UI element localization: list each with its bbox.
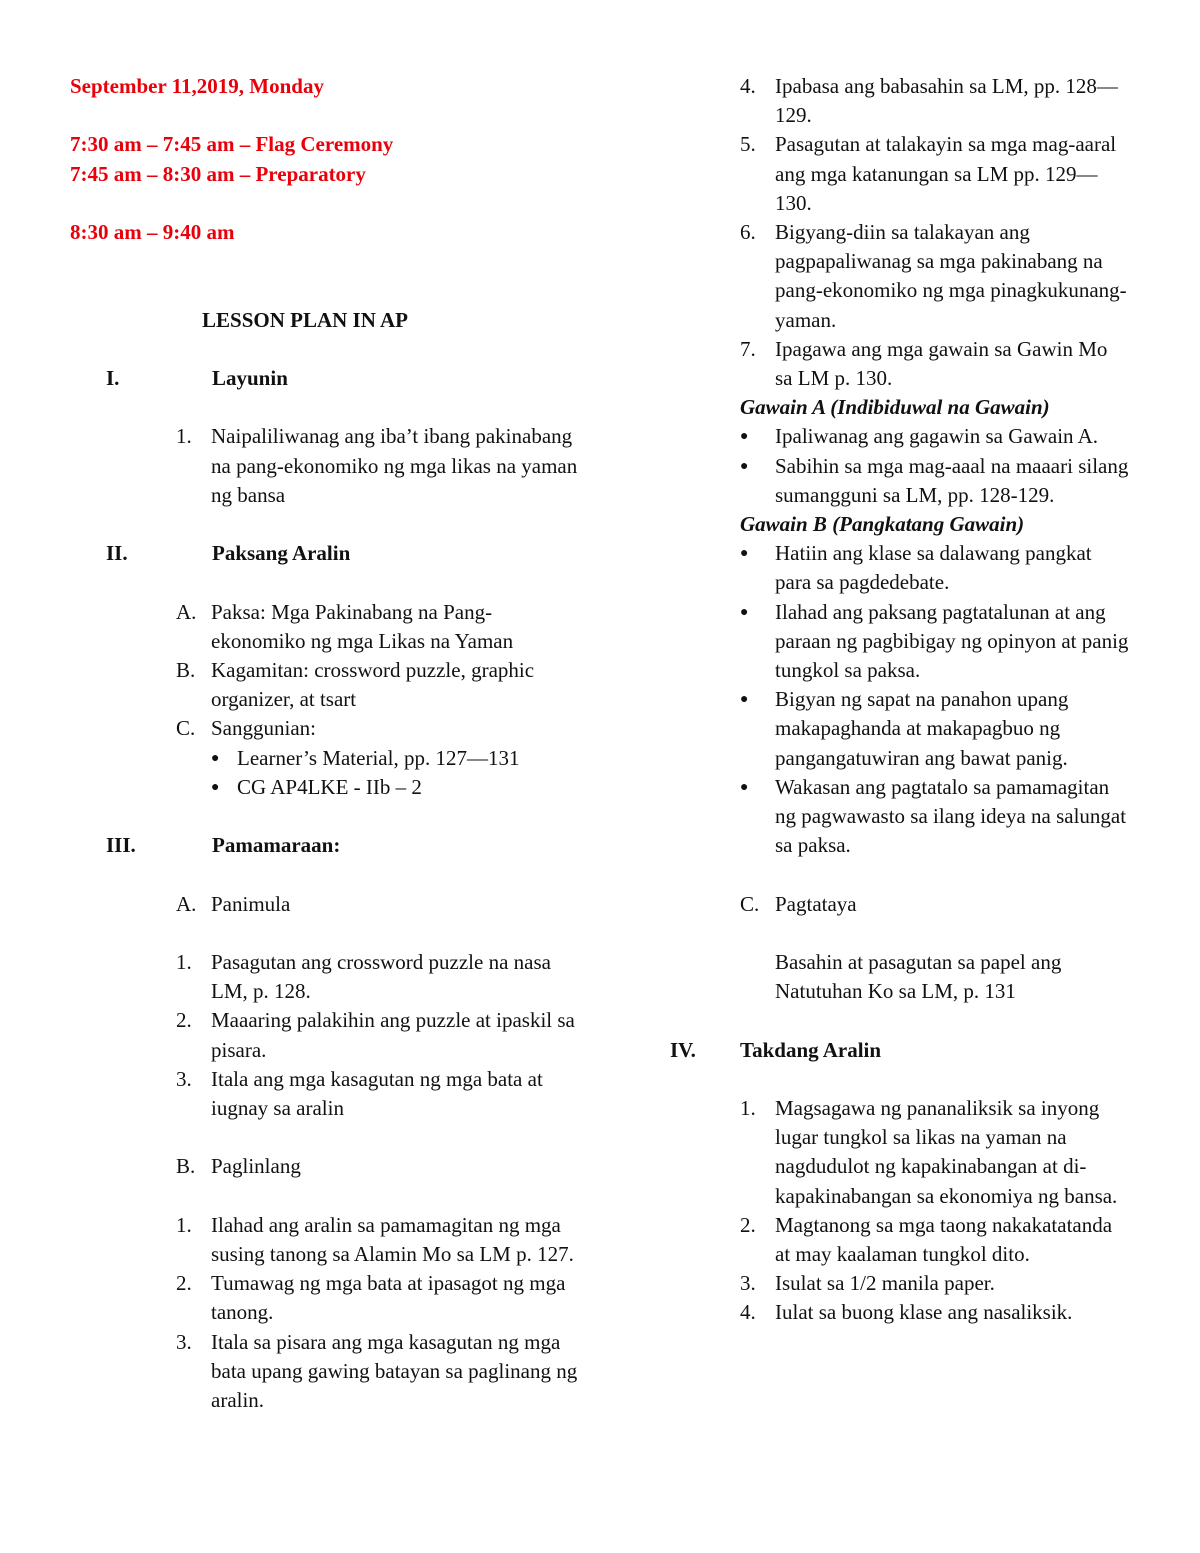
bullet-icon: ● (740, 546, 749, 562)
list-item: A. Paksa: Mga Pakinabang na Pang-ekonomiko ng mga Likas na Yaman (176, 599, 514, 653)
subsection-paglinlang: B. Paglinlang (176, 1154, 301, 1179)
bullet-item: ● CG AP4LKE - IIb – 2 (70, 773, 590, 802)
bullet-icon: ● (211, 750, 220, 766)
lesson-plan-title: LESSON PLAN IN AP (202, 307, 408, 332)
list-item: 7. Ipagawa ang mga gawain sa Gawin Mo sa LM p. 130. (740, 336, 1108, 391)
list-item: 4. Ipabasa ang babasahin sa LM, pp. 128—129. (740, 74, 1118, 128)
gawain-a-heading: Gawain A (Indibiduwal na Gawain) (740, 395, 1050, 420)
bullet-icon: ● (740, 604, 749, 620)
bullet-item: ● Wakasan ang pagtatalo sa pamamagitan ng pagwawasto sa ilang ideya na salungat sa paksa. (740, 773, 1140, 861)
date-line: September 11,2019, Monday (70, 74, 324, 98)
list-item: B. Kagamitan: crossword puzzle, graphic organizer, at tsart (176, 657, 535, 712)
list-item: 4. Iulat sa buong klase ang nasaliksik. (740, 1300, 1073, 1325)
bullet-item: ● Ipaliwanag ang gagawin sa Gawain A. (740, 422, 1140, 451)
section-heading-layunin: I. Layunin (106, 365, 288, 390)
schedule-flag-ceremony: 7:30 am – 7:45 am – Flag Ceremony (70, 132, 394, 157)
list-item: 1. Naipaliliwanag ang iba’t ibang pakinabang na pang-ekonomiko ng mga likas na yaman ng bansa (176, 424, 578, 507)
list-item: 2. Maaaring palakihin ang puzzle at ipaskil sa pisara. (176, 1008, 575, 1062)
bullet-icon: ● (740, 429, 749, 445)
list-item: 3. Itala sa pisara ang mga kasagutan ng mga bata upang gawing batayan sa paglinang ng aralin. (176, 1329, 578, 1412)
schedule-lesson-time: 8:30 am – 9:40 am (70, 219, 235, 244)
pagtataya-text: Basahin at pasagutan sa papel ang Natutuhan Ko sa LM, p. 131 (775, 950, 1062, 1004)
bullet-item: ● Sabihin sa mga mag-aaal na maaari silang sumangguni sa LM, pp. 128-129. (740, 452, 1140, 510)
bullet-icon: ● (740, 692, 749, 708)
section-heading-pamamaraan: III. Pamamaraan: (106, 833, 341, 858)
list-item: 6. Bigyang-diin sa talakayan ang pagpapaliwanag sa mga pakinabang na pang-ekonomiko ng mga pinagkukunang-yaman. (740, 220, 1127, 332)
list-item: 1. Ilahad ang aralin sa pamamagitan ng mga susing tanong sa Alamin Mo sa LM p. 127. (176, 1212, 574, 1266)
right-column (670, 72, 1140, 1328)
bullet-item: ● Bigyan ng sapat na panahon upang makapaghanda at makapagbuo ng pangangatuwiran ang bawat panig. (740, 685, 1140, 773)
section-heading-takdang-aralin: IV. Takdang Aralin (670, 1037, 882, 1062)
bullet-item: ● Hatiin ang klase sa dalawang pangkat para sa pagdedebate. (740, 539, 1140, 597)
list-item: 2. Tumawag ng mga bata at ipasagot ng mga tanong. (176, 1271, 566, 1325)
bullet-icon: ● (740, 779, 749, 795)
list-item: C. Sanggunian: (176, 716, 316, 741)
gawain-b-heading: Gawain B (Pangkatang Gawain) (740, 512, 1025, 537)
section-heading-paksang-aralin: II. Paksang Aralin (106, 541, 351, 566)
subsection-pagtataya: C. Pagtataya (740, 891, 857, 916)
left-column (70, 72, 590, 1415)
list-item: 2. Magtanong sa mga taong nakakatatanda at may kaalaman tungkol dito. (740, 1212, 1113, 1267)
bullet-item: ● Ilahad ang paksang pagtatalunan at ang paraan ng pagbibigay ng opinyon at panig tungkol sa paksa. (740, 598, 1140, 686)
bullet-icon: ● (740, 458, 749, 474)
bullet-item: ● Learner’s Material, pp. 127—131 (70, 744, 590, 773)
list-item: 3. Isulat sa 1/2 manila paper. (740, 1271, 995, 1296)
list-item: 3. Itala ang mga kasagutan ng mga bata at iugnay sa aralin (176, 1066, 543, 1120)
schedule-preparatory: 7:45 am – 8:30 am – Preparatory (70, 161, 366, 186)
bullet-icon: ● (211, 779, 220, 795)
list-item: 5. Pasagutan at talakayin sa mga mag-aaral ang mga katanungan sa LM pp. 129—130. (740, 132, 1117, 215)
subsection-panimula: A. Panimula (176, 891, 291, 916)
list-item: 1. Pasagutan ang crossword puzzle na nasa LM, p. 128. (176, 949, 551, 1004)
list-item: 1. Magsagawa ng pananaliksik sa inyong lugar tungkol sa likas na yaman na nagdudulot ng kapakinabangan at di-kapakinabangan sa ekonomiya ng bansa. (740, 1096, 1118, 1208)
